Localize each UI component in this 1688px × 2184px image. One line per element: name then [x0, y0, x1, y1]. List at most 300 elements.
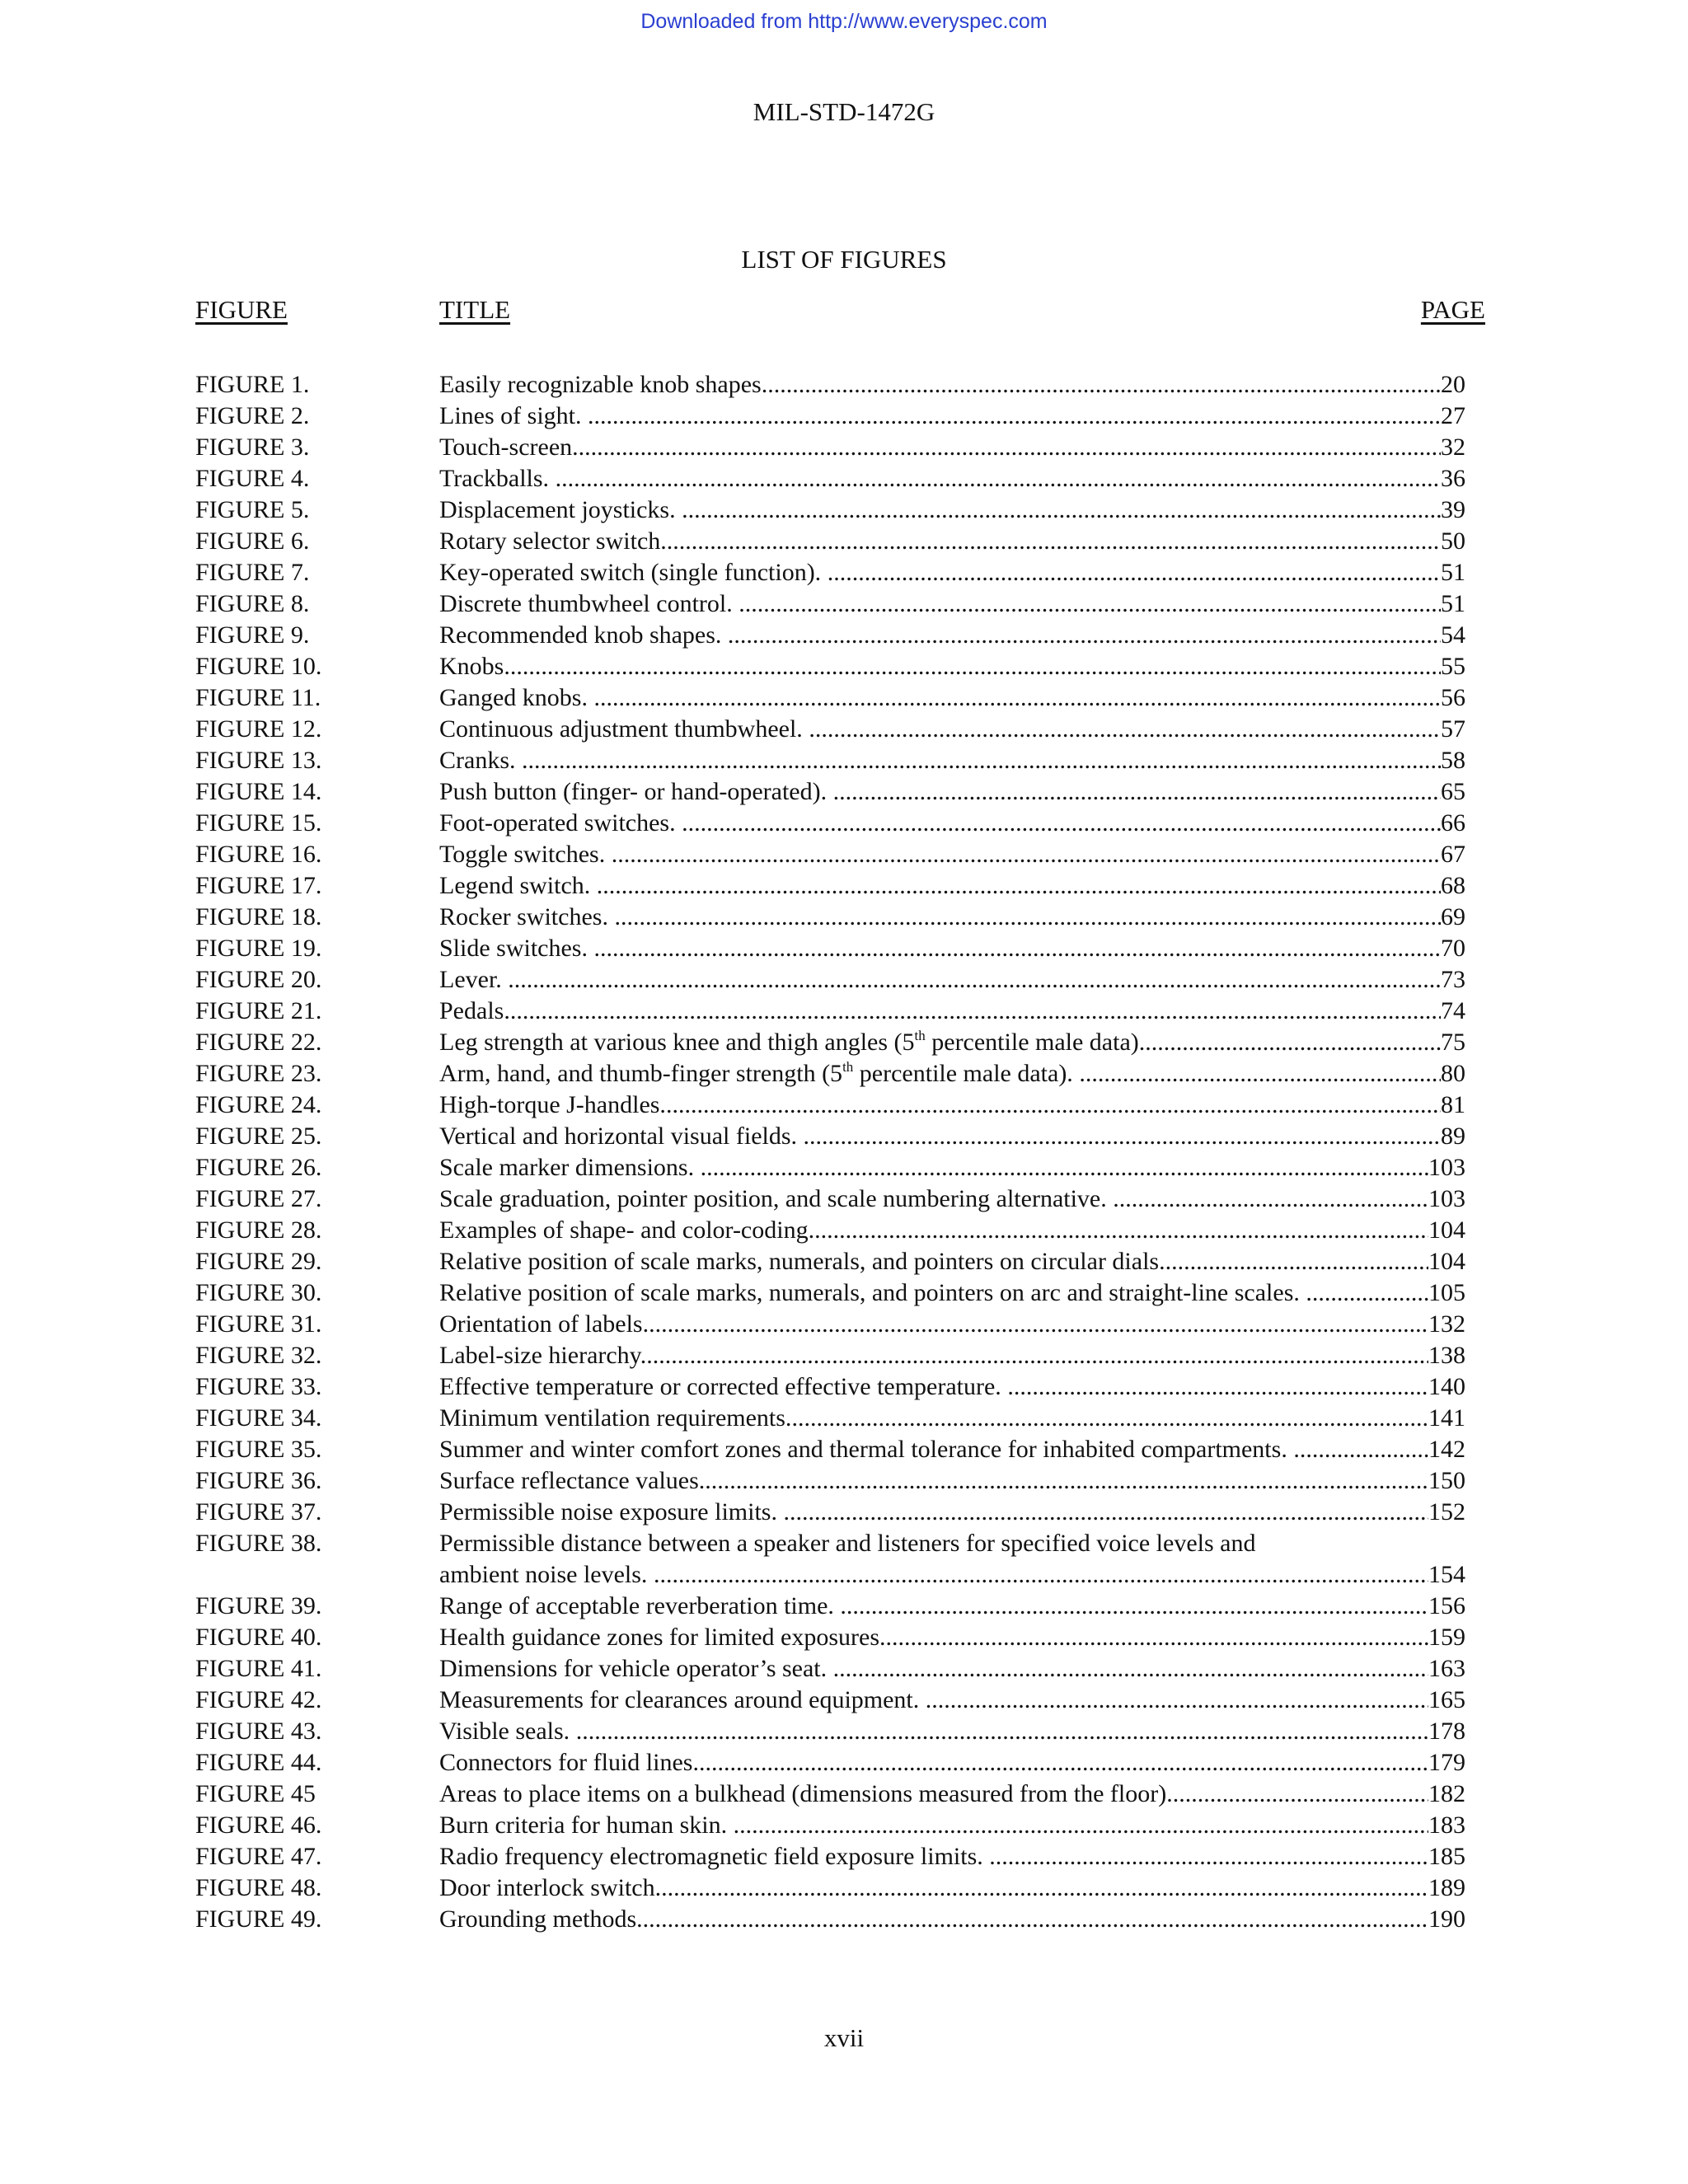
figure-title-area: [439, 463, 1465, 494]
figure-entry-row[interactable]: [0, 1810, 1688, 1841]
figure-page-number: 54: [1441, 621, 1465, 649]
figure-title-part: Leg strength at various knee and thigh angles (5: [439, 1029, 915, 1056]
figure-entry-row[interactable]: [0, 1434, 1688, 1465]
figure-entry-row[interactable]: [0, 1403, 1688, 1434]
figure-title-leader-line: [439, 714, 1465, 745]
figure-entry-row[interactable]: [0, 1497, 1688, 1528]
figure-label: FIGURE 12.: [195, 715, 322, 743]
figure-title-leader-line: [439, 996, 1465, 1027]
figure-title-leader-line: [439, 1246, 1465, 1277]
figure-title-area: [439, 494, 1465, 526]
figure-title-leader-line: [439, 369, 1465, 401]
dot-leader: [1306, 1277, 1428, 1309]
figure-title-line: Permissible distance between a speaker and listeners for specified voice levels and: [439, 1530, 1256, 1557]
dot-leader: [579, 432, 1441, 463]
figure-page-number: 183: [1428, 1811, 1465, 1839]
figure-label: FIGURE 20.: [195, 966, 322, 993]
dot-leader: [667, 526, 1441, 557]
figure-title: Examples of shape- and color-coding.: [439, 1216, 815, 1244]
figure-label: FIGURE 31.: [195, 1310, 322, 1338]
figure-title-area: [439, 1779, 1465, 1810]
figure-entry-row[interactable]: [0, 839, 1688, 870]
figure-page-number: 75: [1441, 1029, 1465, 1056]
figure-entry-row[interactable]: [0, 964, 1688, 996]
figure-title: Discrete thumbwheel control.: [439, 590, 739, 617]
figure-title: Surface reflectance values.: [439, 1467, 706, 1494]
figure-title: Vertical and horizontal visual fields.: [439, 1122, 804, 1150]
figure-entry-row[interactable]: [0, 714, 1688, 745]
figure-page-number: 159: [1428, 1624, 1465, 1651]
figure-title: Recommended knob shapes.: [439, 621, 728, 649]
figure-title-area: [439, 1810, 1465, 1841]
figure-page-number: 104: [1428, 1248, 1465, 1275]
dot-leader: [643, 1904, 1428, 1935]
dot-leader: [833, 776, 1441, 808]
figure-page-number: 132: [1428, 1310, 1465, 1338]
figure-title-leader-line: [439, 1152, 1465, 1183]
figure-title-area: [439, 1309, 1465, 1340]
figure-title: Lines of sight.: [439, 402, 588, 429]
figure-label: FIGURE 41.: [195, 1655, 322, 1682]
figure-page-number: 65: [1441, 778, 1465, 805]
figure-entry-row[interactable]: [0, 494, 1688, 526]
figure-label: FIGURE 8.: [195, 590, 310, 617]
figure-title: Radio frequency electromagnetic field exposure limits.: [439, 1843, 990, 1870]
figure-title-area: [439, 1277, 1465, 1309]
figure-title: Touch-screen.: [439, 434, 579, 461]
dot-leader: [556, 463, 1441, 494]
figure-title-area: [439, 839, 1465, 870]
figure-title: Rocker switches.: [439, 903, 615, 930]
figure-title: Door interlock switch.: [439, 1874, 662, 1901]
figure-title-area: [439, 996, 1465, 1027]
figure-page-number: 39: [1441, 496, 1465, 523]
figure-entry-row[interactable]: [0, 1591, 1688, 1622]
figure-page-number: 103: [1428, 1185, 1465, 1212]
figure-page-number: 69: [1441, 903, 1465, 930]
figure-title-leader-line: [439, 401, 1465, 432]
figure-title: High-torque J-handles.: [439, 1091, 666, 1118]
page-number: xvii: [823, 2023, 865, 2052]
figure-entry-row[interactable]: [0, 1528, 1688, 1591]
figure-entry-row[interactable]: [0, 1841, 1688, 1872]
figure-label: FIGURE 13.: [195, 747, 322, 774]
figure-label: FIGURE 38.: [195, 1530, 322, 1557]
figure-title: Permissible noise exposure limits.: [439, 1498, 784, 1526]
figure-title: Easily recognizable knob shapes.: [439, 371, 768, 398]
figure-title-leader-line: [439, 745, 1465, 776]
figure-entry-row[interactable]: [0, 870, 1688, 902]
dot-leader: [705, 1465, 1428, 1497]
dot-leader: [510, 996, 1441, 1027]
dot-leader: [649, 1309, 1428, 1340]
figure-page-number: 178: [1428, 1718, 1465, 1745]
figure-label: FIGURE 7.: [195, 559, 310, 586]
figure-page-number: 80: [1441, 1060, 1465, 1087]
dot-leader: [594, 933, 1442, 964]
figure-title-leader-line: [439, 557, 1465, 588]
figure-title: [439, 1058, 1079, 1090]
figure-title: [439, 1027, 1145, 1058]
figure-title-leader-line: [439, 1685, 1465, 1716]
figure-title-leader-line: [439, 1277, 1465, 1309]
figure-title-leader-line: [439, 1371, 1465, 1403]
figure-title-area: [439, 1591, 1465, 1622]
figure-label: FIGURE 5.: [195, 496, 310, 523]
figure-title: Scale marker dimensions.: [439, 1154, 701, 1181]
figure-title: Pedals.: [439, 997, 510, 1024]
figure-title-area: [439, 1215, 1465, 1246]
figure-label: FIGURE 36.: [195, 1467, 322, 1494]
figure-title: Summer and winter comfort zones and thermal tolerance for inhabited compartments.: [439, 1436, 1294, 1463]
figure-entry-row[interactable]: [0, 1309, 1688, 1340]
dot-leader: [828, 557, 1441, 588]
figure-title-area: [439, 1152, 1465, 1183]
figure-title-leader-line: [439, 1027, 1465, 1058]
dot-leader: [576, 1716, 1428, 1747]
figure-title-leader-line: [439, 620, 1465, 651]
figure-title-leader-line: [439, 1872, 1465, 1904]
dot-leader: [738, 588, 1441, 620]
figure-title-leader-line: [439, 1309, 1465, 1340]
figure-entry-row[interactable]: [0, 1277, 1688, 1309]
figure-title-leader-line: [439, 839, 1465, 870]
figure-page-number: 55: [1441, 653, 1465, 680]
dot-leader: [989, 1841, 1428, 1872]
dot-leader: [1173, 1779, 1428, 1810]
figure-title-area: [439, 1904, 1465, 1935]
figure-page-number: 189: [1428, 1874, 1465, 1901]
figure-entry-row[interactable]: [0, 1716, 1688, 1747]
figure-entry-row[interactable]: [0, 1685, 1688, 1716]
dot-leader: [814, 1215, 1428, 1246]
figure-entry-row[interactable]: [0, 1215, 1688, 1246]
figure-title: Grounding methods.: [439, 1905, 643, 1933]
figure-title-area: [439, 620, 1465, 651]
figure-title-area: [439, 1090, 1465, 1121]
dot-leader: [588, 401, 1441, 432]
download-source-link[interactable]: Downloaded from http://www.everyspec.com: [640, 10, 1048, 33]
figure-entry-row[interactable]: [0, 745, 1688, 776]
figure-label: FIGURE 32.: [195, 1342, 322, 1369]
figure-label: FIGURE 19.: [195, 935, 322, 962]
column-header-figure: FIGURE: [195, 295, 288, 324]
figure-title-leader-line: [439, 1215, 1465, 1246]
ordinal-superscript: th: [914, 1028, 926, 1043]
figure-title-leader-line: [439, 1058, 1465, 1090]
figure-title-leader-line: [439, 1497, 1465, 1528]
figure-entry-row[interactable]: [0, 1904, 1688, 1935]
figure-label: FIGURE 40.: [195, 1624, 322, 1651]
figure-label: FIGURE 29.: [195, 1248, 322, 1275]
dot-leader: [1079, 1058, 1441, 1090]
figure-page-number: 142: [1428, 1436, 1465, 1463]
figure-title: Relative position of scale marks, numerals, and pointers on circular dials.: [439, 1248, 1165, 1275]
figure-page-number: 154: [1428, 1561, 1465, 1588]
figure-title-leader-line: [439, 526, 1465, 557]
figure-label: FIGURE 17.: [195, 872, 322, 899]
figure-title: Label-size hierarchy.: [439, 1342, 647, 1369]
figure-title-leader-line: [439, 1183, 1465, 1215]
figure-page-number: 105: [1428, 1279, 1465, 1306]
figure-title-area: [439, 369, 1465, 401]
figure-title-area: [439, 1497, 1465, 1528]
figure-page-number: 141: [1428, 1404, 1465, 1432]
figure-title-area: [439, 432, 1465, 463]
figure-page-number: 103: [1428, 1154, 1465, 1181]
figure-title-area: [439, 1528, 1465, 1591]
dot-leader: [654, 1559, 1428, 1591]
figure-label: FIGURE 26.: [195, 1154, 322, 1181]
figure-page-number: 138: [1428, 1342, 1465, 1369]
figure-page-number: 68: [1441, 872, 1465, 899]
figure-title-area: [439, 1747, 1465, 1779]
dot-leader: [1145, 1027, 1441, 1058]
figure-title: Scale graduation, pointer position, and scale numbering alternative.: [439, 1185, 1114, 1212]
document-id: MIL-STD-1472G: [753, 97, 935, 126]
figure-label: FIGURE 34.: [195, 1404, 322, 1432]
figure-title-leader-line: [439, 1340, 1465, 1371]
list-of-figures-heading: LIST OF FIGURES: [741, 245, 947, 274]
figure-entry-row[interactable]: [0, 1027, 1688, 1058]
figure-title: Measurements for clearances around equipment.: [439, 1686, 926, 1713]
column-header-page: PAGE: [1420, 295, 1485, 324]
dot-leader: [767, 369, 1441, 401]
figure-label: FIGURE 1.: [195, 371, 310, 398]
figure-title-leader-line: [439, 682, 1465, 714]
dot-leader: [1007, 1371, 1428, 1403]
figure-label: FIGURE 16.: [195, 841, 322, 868]
figure-entry-row[interactable]: [0, 1058, 1688, 1090]
figure-title-leader-line: [439, 902, 1465, 933]
dot-leader: [682, 494, 1441, 526]
figure-entry-row[interactable]: [0, 588, 1688, 620]
figure-label: FIGURE 49.: [195, 1905, 322, 1933]
figure-page-number: 70: [1441, 935, 1465, 962]
figure-title-area: [439, 682, 1465, 714]
figure-label: FIGURE 21.: [195, 997, 322, 1024]
figure-title-area: [439, 526, 1465, 557]
figure-title: ambient noise levels.: [439, 1561, 654, 1588]
figure-entry-row[interactable]: [0, 1371, 1688, 1403]
figure-label: FIGURE 30.: [195, 1279, 322, 1306]
figure-page-number: 73: [1441, 966, 1465, 993]
figure-title-area: [439, 1121, 1465, 1152]
dot-leader: [734, 1810, 1428, 1841]
figure-label: FIGURE 3.: [195, 434, 310, 461]
figure-entry-row[interactable]: [0, 1779, 1688, 1810]
figure-page-number: 32: [1441, 434, 1465, 461]
figure-label: FIGURE 14.: [195, 778, 322, 805]
figure-title-leader-line: [439, 1653, 1465, 1685]
figure-label: FIGURE 48.: [195, 1874, 322, 1901]
dot-leader: [833, 1653, 1428, 1685]
figure-title-part: percentile male data).: [853, 1060, 1080, 1087]
figure-title-area: [439, 1403, 1465, 1434]
figure-title-leader-line: [439, 651, 1465, 682]
figure-title-area: [439, 870, 1465, 902]
figure-title-leader-line: [439, 1779, 1465, 1810]
figure-entry-row[interactable]: [0, 1872, 1688, 1904]
figure-title-part: percentile male data).: [925, 1029, 1146, 1056]
figure-title-area: [439, 1716, 1465, 1747]
figure-title: Cranks.: [439, 747, 522, 774]
figure-page-number: 74: [1441, 997, 1465, 1024]
figure-title: Range of acceptable reverberation time.: [439, 1592, 841, 1619]
figure-label: FIGURE 11.: [195, 684, 321, 711]
figure-title-leader-line: [439, 964, 1465, 996]
figure-entry-row[interactable]: [0, 1465, 1688, 1497]
figure-title-area: [439, 933, 1465, 964]
figure-label: FIGURE 24.: [195, 1091, 322, 1118]
figure-title-area: [439, 745, 1465, 776]
dot-leader: [728, 620, 1441, 651]
dot-leader: [699, 1747, 1428, 1779]
figure-title: Continuous adjustment thumbwheel.: [439, 715, 809, 743]
figure-title-leader-line: [439, 870, 1465, 902]
figure-page-number: 66: [1441, 809, 1465, 837]
figure-entry-row[interactable]: [0, 902, 1688, 933]
figure-page-number: 51: [1441, 559, 1465, 586]
figure-page-number: 150: [1428, 1467, 1465, 1494]
figure-label: FIGURE 45: [195, 1780, 316, 1807]
figure-entry-row[interactable]: [0, 682, 1688, 714]
figure-page-number: 20: [1441, 371, 1465, 398]
figure-page-number: 152: [1428, 1498, 1465, 1526]
figure-title-leader-line: [439, 588, 1465, 620]
figure-title-leader-line: [439, 1716, 1465, 1747]
figure-label: FIGURE 18.: [195, 903, 322, 930]
figure-title-leader-line: [439, 1591, 1465, 1622]
figure-label: FIGURE 10.: [195, 653, 322, 680]
figure-title-area: [439, 557, 1465, 588]
figure-title-area: [439, 1841, 1465, 1872]
figure-entry-row[interactable]: [0, 1090, 1688, 1121]
figure-entry-row[interactable]: [0, 1152, 1688, 1183]
figure-page-number: 36: [1441, 465, 1465, 492]
dot-leader: [809, 714, 1441, 745]
figure-title-leader-line: [439, 1904, 1465, 1935]
figure-entry-row[interactable]: [0, 1747, 1688, 1779]
figure-title: Foot-operated switches.: [439, 809, 682, 837]
figure-page-number: 179: [1428, 1749, 1465, 1776]
figure-label: FIGURE 22.: [195, 1029, 322, 1056]
figure-title-area: [439, 1622, 1465, 1653]
figure-title-leader-line: [439, 1559, 1465, 1591]
figure-page-number: 190: [1428, 1905, 1465, 1933]
figure-label: FIGURE 46.: [195, 1811, 322, 1839]
dot-leader: [682, 808, 1441, 839]
figure-page-number: 56: [1441, 684, 1465, 711]
dot-leader: [510, 651, 1441, 682]
dot-leader: [612, 839, 1441, 870]
figure-title-leader-line: [439, 1841, 1465, 1872]
dot-leader: [1293, 1434, 1428, 1465]
dot-leader: [522, 745, 1441, 776]
figure-title-area: [439, 1653, 1465, 1685]
figure-entry-row[interactable]: [0, 651, 1688, 682]
figure-label: FIGURE 27.: [195, 1185, 322, 1212]
figure-entry-row[interactable]: [0, 620, 1688, 651]
dot-leader: [1165, 1246, 1428, 1277]
figure-title-area: [439, 1434, 1465, 1465]
figure-title-area: [439, 902, 1465, 933]
dot-leader: [791, 1403, 1428, 1434]
figure-title-leader-line: [439, 1090, 1465, 1121]
figure-entry-row[interactable]: [0, 432, 1688, 463]
dot-leader: [597, 870, 1441, 902]
figure-page-number: 89: [1441, 1122, 1465, 1150]
dot-leader: [783, 1497, 1428, 1528]
dot-leader: [701, 1152, 1428, 1183]
dot-leader: [886, 1622, 1429, 1653]
figure-page-number: 67: [1441, 841, 1465, 868]
figure-title-leader-line: [439, 1747, 1465, 1779]
figure-entry-row[interactable]: [0, 1246, 1688, 1277]
figure-title: Legend switch.: [439, 872, 597, 899]
figure-page-number: 58: [1441, 747, 1465, 774]
figure-entry-row[interactable]: [0, 776, 1688, 808]
figure-entry-row[interactable]: [0, 933, 1688, 964]
figure-title-leader-line: [439, 494, 1465, 526]
figure-page-number: 163: [1428, 1655, 1465, 1682]
figure-title: Orientation of labels.: [439, 1310, 649, 1338]
figure-title-leader-line: [439, 933, 1465, 964]
figure-title: Minimum ventilation requirements.: [439, 1404, 792, 1432]
figure-page-number: 104: [1428, 1216, 1465, 1244]
ordinal-superscript: th: [842, 1059, 854, 1075]
figure-title-leader-line: [439, 1810, 1465, 1841]
figure-label: FIGURE 9.: [195, 621, 310, 649]
figure-page-number: 50: [1441, 527, 1465, 555]
figure-title-area: [439, 1371, 1465, 1403]
figure-label: FIGURE 37.: [195, 1498, 322, 1526]
figure-entry-row[interactable]: [0, 1183, 1688, 1215]
figure-entry-row[interactable]: [0, 557, 1688, 588]
figure-title: Trackballs.: [439, 465, 556, 492]
figure-title-area: [439, 1027, 1465, 1058]
figure-entry-row[interactable]: [0, 1622, 1688, 1653]
figure-title-leader-line: [439, 808, 1465, 839]
figure-entry-row[interactable]: [0, 1653, 1688, 1685]
figure-entry-row[interactable]: [0, 996, 1688, 1027]
figure-title-leader-line: [439, 432, 1465, 463]
figure-page-number: 57: [1441, 715, 1465, 743]
figure-title: Visible seals.: [439, 1718, 576, 1745]
dot-leader: [646, 1340, 1428, 1371]
figure-page-number: 182: [1428, 1780, 1465, 1807]
figure-label: FIGURE 25.: [195, 1122, 322, 1150]
figure-title-area: [439, 1340, 1465, 1371]
figure-entry-row[interactable]: [0, 1121, 1688, 1152]
figure-entry-row[interactable]: [0, 1340, 1688, 1371]
figure-entry-row[interactable]: [0, 808, 1688, 839]
figure-title: Burn criteria for human skin.: [439, 1811, 734, 1839]
figure-entry-row[interactable]: [0, 369, 1688, 401]
figure-title-area: [439, 651, 1465, 682]
dot-leader: [1113, 1183, 1428, 1215]
figure-title-leader-line: [439, 1622, 1465, 1653]
figure-title: Key-operated switch (single function).: [439, 559, 828, 586]
figure-entry-row[interactable]: [0, 401, 1688, 432]
figure-entry-row[interactable]: [0, 463, 1688, 494]
figure-label: FIGURE 15.: [195, 809, 322, 837]
figure-entry-row[interactable]: [0, 526, 1688, 557]
figure-label: FIGURE 42.: [195, 1686, 322, 1713]
figure-title-area: [439, 401, 1465, 432]
figure-title-leader-line: [439, 1434, 1465, 1465]
figure-label: FIGURE 4.: [195, 465, 310, 492]
